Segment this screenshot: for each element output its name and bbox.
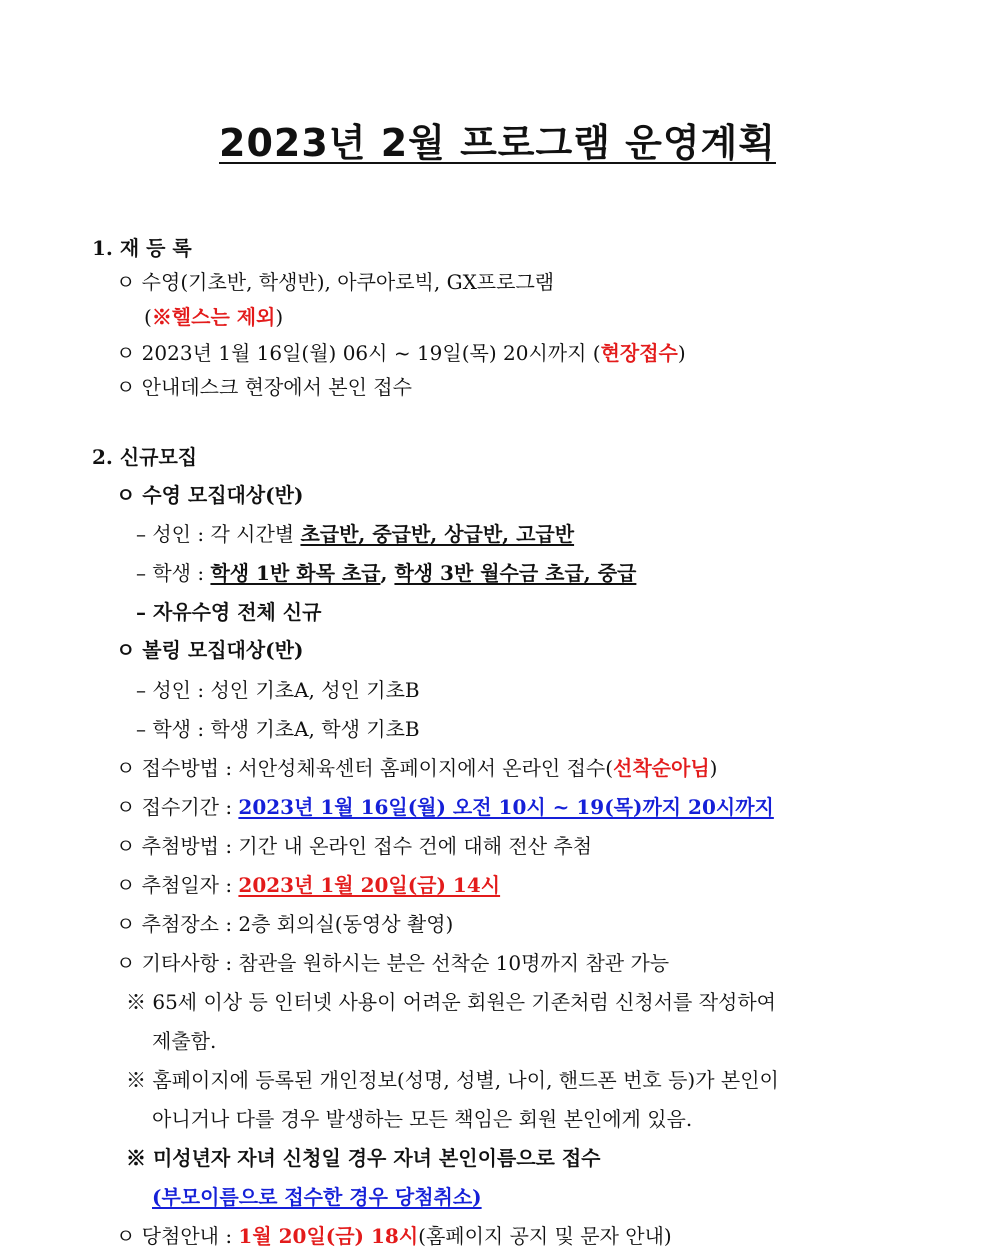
draw-method: ㅇ 추첨방법 : 기간 내 온라인 접수 건에 대해 전산 추첨 <box>116 834 593 858</box>
rereg-exclusion: (※헬스는 제외) <box>144 305 284 329</box>
rereg-period: ㅇ 2023년 1월 16일(월) 06시 ~ 19일(목) 20시까지 (현장접수) <box>116 341 686 365</box>
swim-free: – 자유수영 전체 신규 <box>136 600 322 624</box>
swim-target-heading: ㅇ 수영 모집대상(반) <box>116 483 304 507</box>
note-minor: ※ 미성년자 자녀 신청일 경우 자녀 본인이름으로 접수 <box>126 1146 601 1170</box>
swim-adult: – 성인 : 각 시간별 초급반, 중급반, 상급반, 고급반 <box>136 522 575 546</box>
bowling-student: – 학생 : 학생 기초A, 학생 기초B <box>136 717 420 741</box>
note-personal-info: ※ 홈페이지에 등록된 개인정보(성명, 성별, 나이, 핸드폰 번호 등)가 본인이 <box>126 1068 779 1092</box>
section-1-heading: 1. 재 등 록 <box>92 236 192 260</box>
swim-student: – 학생 : 학생 1반 화목 초급, 학생 3반 월수금 초급, 중급 <box>136 561 637 585</box>
bowling-adult: – 성인 : 성인 기초A, 성인 기초B <box>136 678 420 702</box>
note-elderly-cont: 제출함. <box>152 1029 217 1053</box>
section-2-heading: 2. 신규모집 <box>92 445 198 469</box>
rereg-location: ㅇ 안내데스크 현장에서 본인 접수 <box>116 375 412 399</box>
note-personal-info-cont: 아니거나 다를 경우 발생하는 모든 책임은 회원 본인에게 있음. <box>152 1107 693 1131</box>
bowling-target-heading: ㅇ 볼링 모집대상(반) <box>116 638 304 662</box>
apply-period: ㅇ 접수기간 : 2023년 1월 16일(월) 오전 10시 ~ 19(목)까지 20시까지 <box>116 795 774 819</box>
note-elderly: ※ 65세 이상 등 인터넷 사용이 어려운 회원은 기존처럼 신청서를 작성하여 <box>126 990 776 1014</box>
rereg-programs: ㅇ 수영(기초반, 학생반), 아쿠아로빅, GX프로그램 <box>116 270 555 294</box>
note-minor-cancel: (부모이름으로 접수한 경우 당첨취소) <box>152 1185 482 1209</box>
apply-method: ㅇ 접수방법 : 서안성체육센터 홈페이지에서 온라인 접수(선착순아님) <box>116 756 718 780</box>
draw-date: ㅇ 추첨일자 : 2023년 1월 20일(금) 14시 <box>116 873 501 897</box>
page-title: 2023년 2월 프로그램 운영계획 <box>219 121 776 165</box>
winner-notice: ㅇ 당첨안내 : 1월 20일(금) 18시(홈페이지 공지 및 문자 안내) <box>116 1224 672 1248</box>
draw-place: ㅇ 추첨장소 : 2층 회의실(동영상 촬영) <box>116 912 454 936</box>
etc-notes: ㅇ 기타사항 : 참관을 원하시는 분은 선착순 10명까지 참관 가능 <box>116 951 670 975</box>
